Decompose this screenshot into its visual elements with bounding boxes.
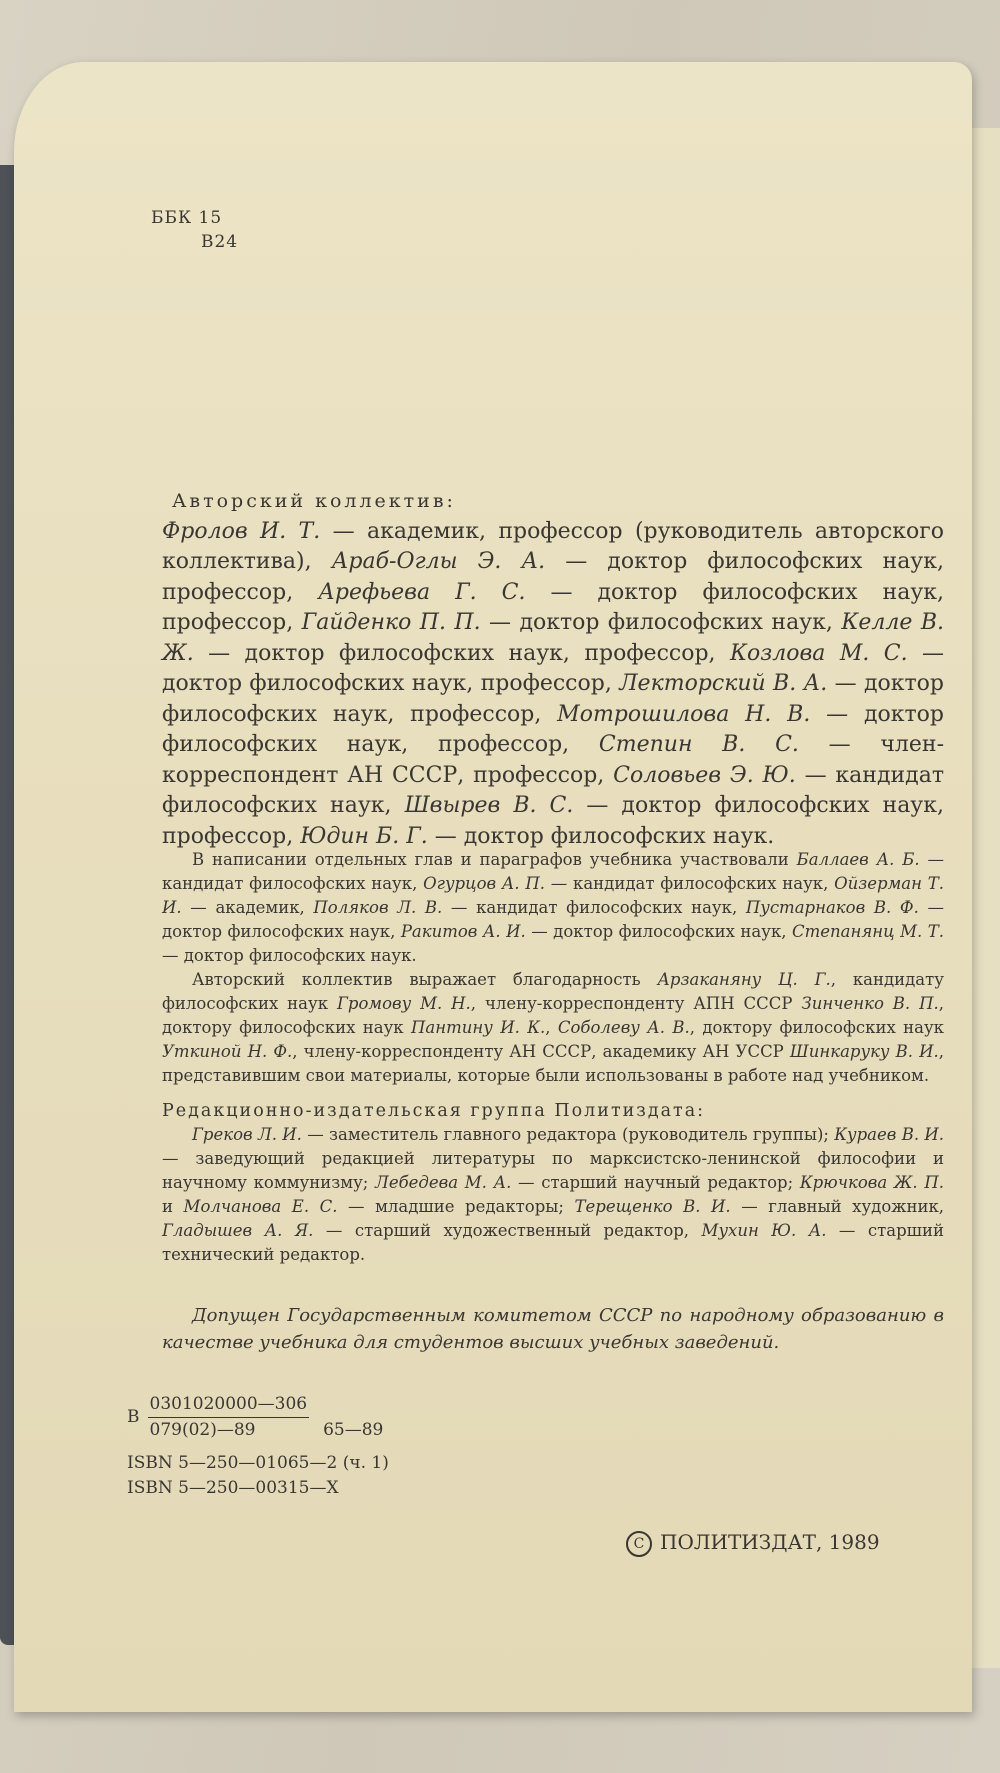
catalog-code (127, 1392, 389, 1443)
contributors-section (162, 848, 944, 1088)
person-role: — член-корреспондент АН СССР, профессор, (162, 732, 945, 788)
book-page (14, 62, 972, 1712)
catalog-fraction (148, 1392, 310, 1443)
person-name: Гладышев А. Я. (162, 1221, 314, 1240)
acknowledgements-paragraph (162, 968, 944, 1088)
person-name: Арефьева Г. С. (318, 579, 526, 605)
person-role: , члену-корреспонденту АН СССР, академику АН УССР (292, 1042, 790, 1061)
person-name: Арзаканяну Ц. Г. (657, 970, 831, 989)
person-role: — доктор философских наук. (162, 946, 417, 965)
isbn-1: ISBN 5—250—01065—2 (ч. 1) (127, 1453, 389, 1473)
catalog-denominator: 079(02)—89 (149, 1420, 256, 1440)
bbk-line-2: В24 (201, 232, 239, 252)
person-role: , (545, 1018, 558, 1037)
person-name: Мухин Ю. А. (701, 1221, 827, 1240)
person-role: — доктор философских наук. (427, 823, 775, 849)
contributors-paragraph (162, 848, 944, 968)
approval-note (162, 1302, 944, 1356)
person-name: Кураев В. И. (834, 1125, 945, 1144)
person-name: Араб-Оглы Э. А. (331, 549, 546, 574)
person-role: — доктор философских наук, (480, 610, 842, 635)
catalog-prefix: В (127, 1407, 140, 1427)
person-role: — главный художник, (730, 1197, 945, 1216)
contributors-intro: В написании отдельных глав и параграфов учебника участвовали (192, 850, 797, 869)
person-role: — доктор философских наук, профессор, (162, 640, 944, 696)
person-role: , доктору философских наук (162, 994, 944, 1037)
copyright (626, 1530, 880, 1557)
person-role: — доктор философских наук, профессор, (162, 549, 944, 605)
authors-heading: Авторский коллектив: (172, 490, 456, 512)
editorial-section (162, 1099, 944, 1267)
person-name: Уткиной Н. Ф. (162, 1042, 293, 1061)
person-name: Огурцов А. П. (423, 874, 546, 893)
authors-section (162, 486, 944, 852)
person-role: , доктору философских наук (689, 1018, 944, 1037)
person-name: Поляков Л. В. (313, 898, 443, 917)
person-name: Баллаев А. Б. (796, 850, 920, 869)
person-role: — младшие редакторы; (337, 1197, 575, 1216)
person-role: — заместитель главного редактора (руководитель группы); (301, 1125, 835, 1144)
person-name: Соловьев Э. Ю. (613, 762, 796, 788)
person-name: Юдин Б. Г. (300, 823, 428, 849)
person-role: , кандидату философских наук (162, 970, 944, 1013)
person-name: Молчанова Е. С. (183, 1197, 338, 1216)
person-name: Степанянц М. Т. (791, 922, 944, 941)
person-name: Соболеву А. В. (557, 1018, 690, 1037)
person-role: — доктор философских наук, профессор, (162, 793, 944, 849)
person-role: — старший художественный редактор, (313, 1221, 702, 1240)
person-name: Келле В. Ж. (162, 610, 945, 666)
person-role: — академик, профессор (руководитель авторского коллектива), (162, 518, 944, 574)
bbk-line-1: ББК 15 (151, 208, 223, 228)
person-name: Ойзерман Т. И. (162, 874, 944, 917)
person-name: Крючкова Ж. П. (799, 1173, 945, 1192)
person-name: Шинкаруку В. И. (789, 1042, 939, 1061)
person-name: Гайденко П. П. (301, 610, 481, 635)
person-name: Терещенко В. И. (574, 1197, 731, 1216)
catalog-numerator: 0301020000—306 (148, 1392, 310, 1418)
person-name: Зинченко В. П. (801, 994, 939, 1013)
publication-codes (127, 1392, 389, 1501)
person-role: и (162, 1197, 184, 1216)
person-role: — доктор философских наук, (525, 922, 792, 941)
person-name: Ракитов А. И. (400, 922, 526, 941)
copyright-icon: C (626, 1531, 652, 1557)
catalog-suffix: 65—89 (323, 1420, 384, 1440)
editorial-text (162, 1123, 944, 1267)
person-name: Греков Л. И. (192, 1125, 302, 1144)
person-role: — доктор философских наук, профессор, (162, 579, 945, 635)
copyright-text: ПОЛИТИЗДАТ, 1989 (660, 1530, 880, 1554)
person-name: Степин В. С. (598, 732, 799, 757)
person-role: — заведующий редакцией литературы по марксистско-ленинской философии и научному коммунизму; (162, 1149, 944, 1192)
bbk-code (151, 206, 238, 254)
person-name: Пустарнаков В. Ф. (745, 898, 919, 917)
person-name: Пантину И. К. (411, 1018, 546, 1037)
person-name: Лекторский В. А. (619, 671, 828, 696)
person-name: Фролов И. Т. (162, 518, 321, 544)
person-role: — доктор философских наук, профессор, (162, 701, 945, 757)
isbn-2: ISBN 5—250—00315—Х (127, 1478, 339, 1498)
person-role: — академик, (181, 898, 314, 917)
person-role: — кандидат философских наук, (162, 762, 945, 818)
person-role: — доктор философских наук, профессор, (162, 671, 944, 727)
person-role: — доктор философских наук, (162, 898, 944, 941)
person-role: — старший технический редактор. (162, 1221, 945, 1264)
person-role: — старший научный редактор; (511, 1173, 800, 1192)
person-role: — кандидат философских наук, (162, 850, 945, 893)
authors-text (162, 517, 944, 853)
editorial-heading: Редакционно-издательская группа Политиздата: (162, 1101, 706, 1121)
person-role: — доктор философских наук, профессор, (193, 640, 730, 666)
person-name: Швырев В. С. (404, 793, 574, 818)
person-name: Лебедева М. А. (375, 1173, 512, 1192)
person-role: — кандидат философских наук, (442, 898, 746, 917)
person-name: Козлова М. С. (729, 640, 908, 666)
person-role: — кандидат философских наук, (545, 874, 835, 893)
person-name: Громову М. Н. (336, 994, 471, 1013)
approval-text: Допущен Государственным комитетом СССР по народному образованию в качестве учебника для студентов высших учебных заведений. (162, 1305, 944, 1353)
acknowledgements-intro: Авторский коллектив выражает благодарность (192, 970, 658, 989)
person-role: , представившим свои материалы, которые были использованы в работе над учебником. (162, 1042, 944, 1085)
person-role: , члену-корреспонденту АПН СССР (470, 994, 802, 1013)
person-name: Мотрошилова Н. В. (557, 701, 811, 727)
